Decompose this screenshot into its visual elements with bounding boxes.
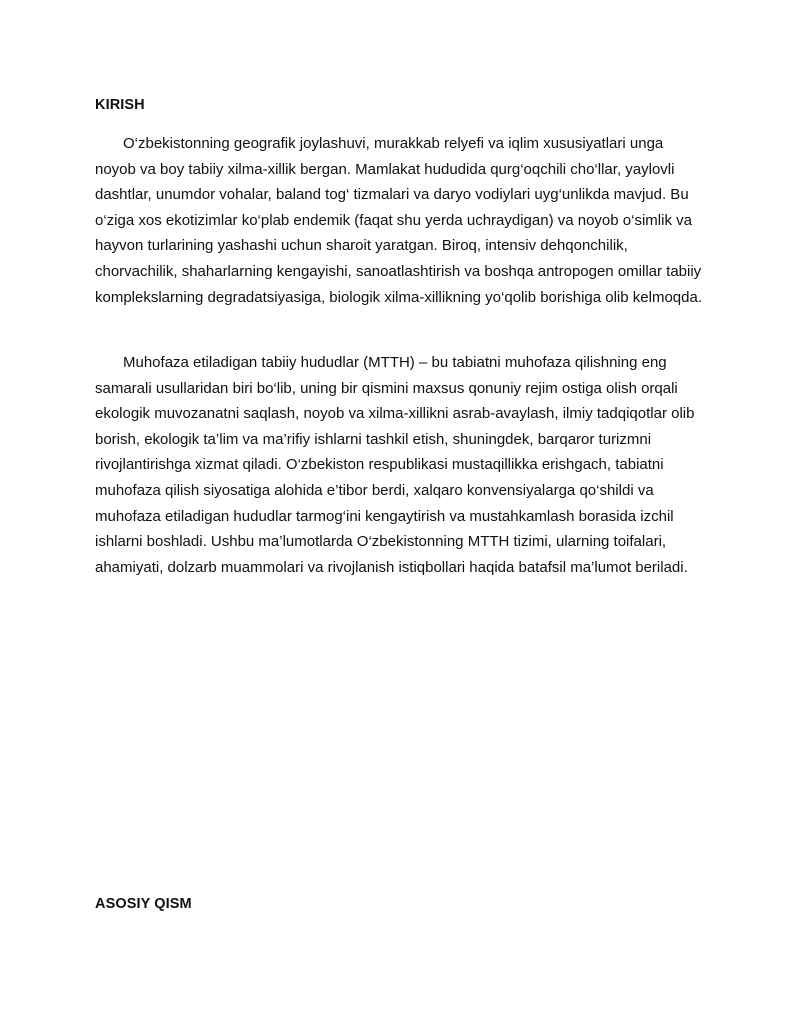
intro-paragraph-1: O‘zbekistonning geografik joylashuvi, murakkab relyefi va iqlim xususiyatlari unga noyob va boy tabiiy xilma-xillik bergan. Mamlakat hududida qurg‘oqchili cho‘llar, yaylovli dashtlar, unumdor vohalar, baland tog‘ tizmalari va daryo vodiylari uyg‘unlikda mavjud. Bu o‘ziga xos ekotizimlar ko‘plab endemik (faqat shu yerda uchraydigan) va noyob o‘simlik va hayvon turlarining yashashi uchun sharoit yaratgan. Biroq, intensiv dehqonchilik, chorvachilik, shaharlarning kengayishi, sanoatlashtirish va boshqa antropogen omillar tabiiy komplekslarning degradatsiyasiga, biologik xilma-xillikning yo‘qolib borishiga olib kelmoqda.: [95, 135, 702, 306]
section-title-intro: KIRISH: [95, 97, 145, 113]
intro-paragraph-2: Muhofaza etiladigan tabiiy hududlar (MTTH) – bu tabiatni muhofaza qilishning eng samarali usullaridan biri bo‘lib, uning bir qismini maxsus qonuniy rejim ostiga olish orqali ekologik muvozanatni saqlash, noyob va xilma-xillikni asrab-avaylash, ilmiy tadqiqotlar olib borish, ekologik ta’lim va ma’rifiy ishlarni tashkil etish, shuningdek, barqaror turizmni rivojlantirishga xizmat qiladi. O‘zbekiston respublikasi mustaqillikka erishgach, tabiatni muhofaza qilish siyosatiga alohida e’tibor berdi, xalqaro konvensiyalarga qo‘shildi va muhofaza etiladigan hududlar tarmog‘ini kengaytirish va mustahkamlash borasida izchil ishlarni boshladi. Ushbu ma’lumotlarda O‘zbekistonning MTTH tizimi, ularning toifalari, ahamiyati, dolzarb muammolari va rivojlanish istiqbollari haqida batafsil ma’lumot beriladi.: [95, 354, 695, 576]
section-title-main: ASOSIY QISM: [95, 896, 192, 912]
